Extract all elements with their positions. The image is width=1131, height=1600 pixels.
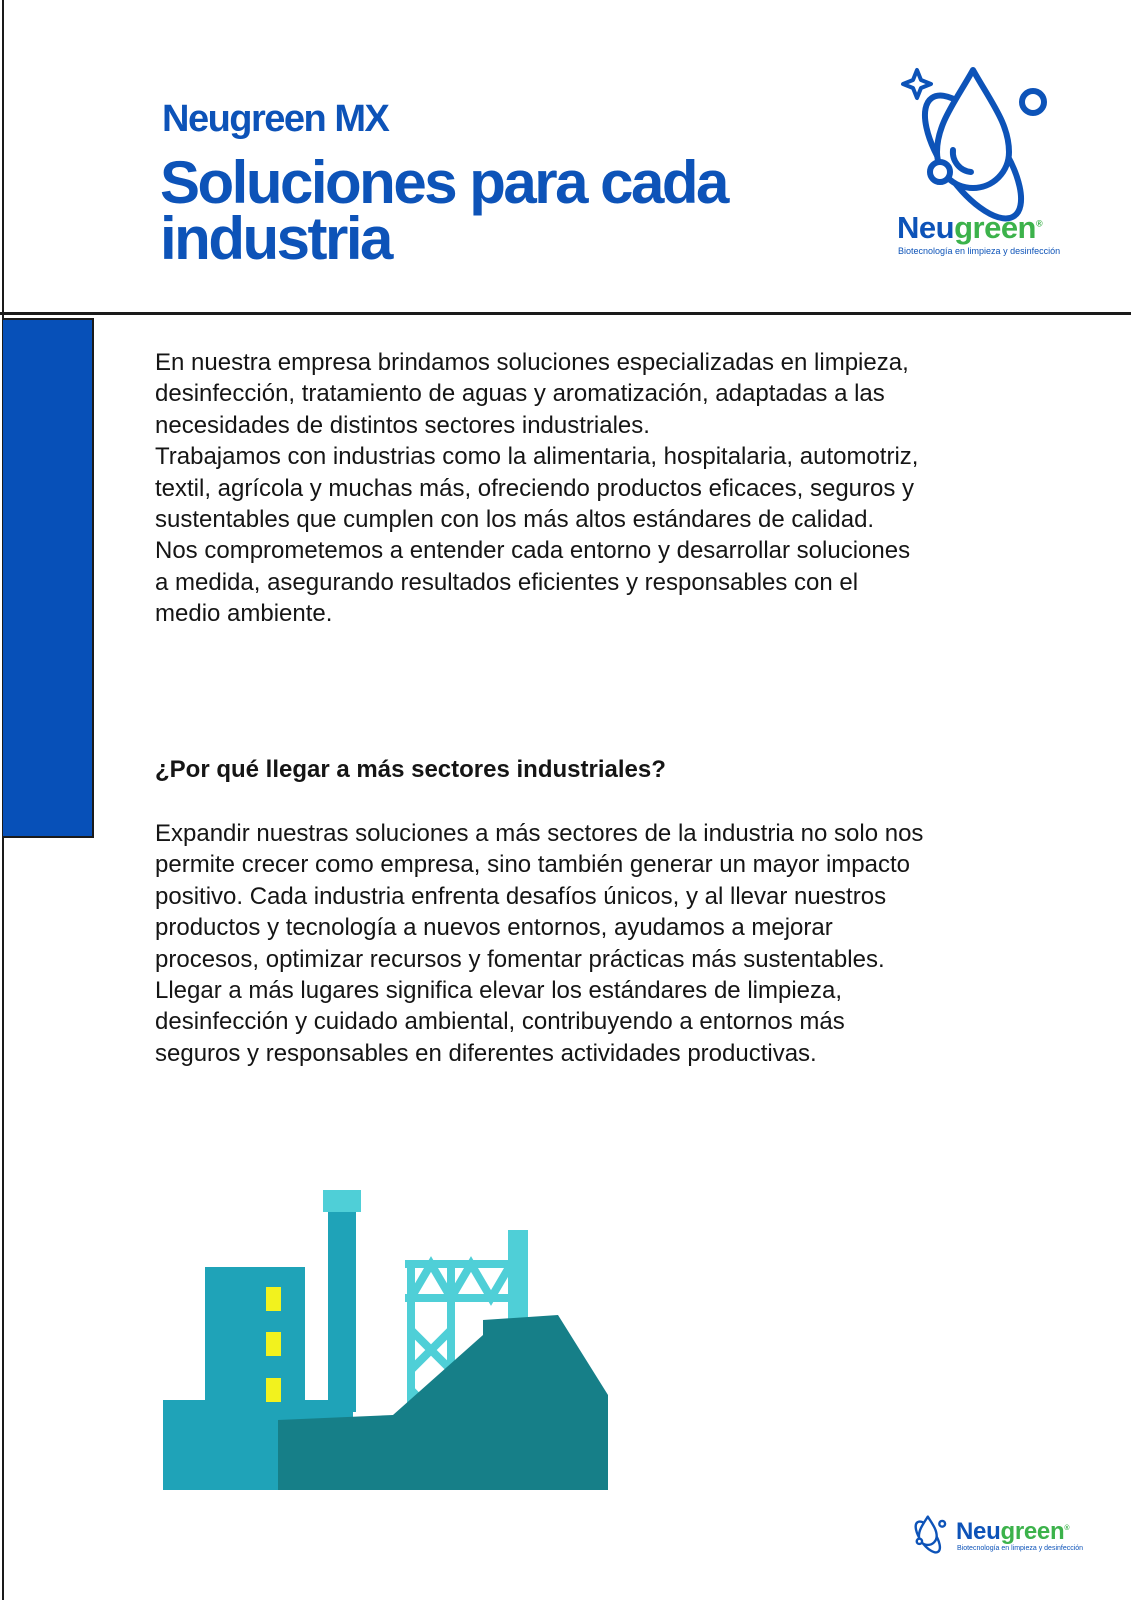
logo-word-part1: Neu [897, 210, 955, 245]
page-title: Soluciones para cada industria [160, 149, 727, 272]
footer-registered-mark: ® [1064, 1525, 1070, 1532]
intro-section [155, 347, 925, 630]
footer-wordmark [956, 1518, 1069, 1546]
factory-illustration [163, 1190, 618, 1490]
footer-logo-icon [905, 1513, 953, 1561]
expand-section [155, 818, 925, 1069]
footer-word-part1: Neu [956, 1518, 1001, 1545]
logo-wordmark [897, 210, 1042, 246]
expand-paragraph: Llegar a más lugares significa elevar los estándares de limpieza, desinfección y cuidado ambiental, contribuyendo a entornos más seguros y responsables en diferentes actividades productivas. [155, 977, 845, 1067]
intro-paragraph: Trabajamos con industrias como la alimentaria, hospitalaria, automotriz, textil, agrícola y muchas más, ofreciendo productos eficaces, seguros y sustentables que cumplen con los más altos estándares de calidad. [155, 443, 919, 534]
footer-tagline: Biotecnología en limpieza y desinfección [957, 1545, 1084, 1552]
logo-tagline: Biotecnología en limpieza y desinfección [898, 246, 1061, 256]
expand-paragraph: Expandir nuestras soluciones a más sectores de la industria no solo nos permite crecer como empresa, sino también generar un mayor impacto positivo. Cada industria enfrenta desafíos únicos, y al llevar nuestros productos y tecnología a nuevos entornos, ayudamos a mejorar procesos, optimizar recursos y fomentar prácticas más sustentables. [155, 820, 924, 973]
page-kicker: Neugreen MX [162, 98, 389, 140]
section-heading: ¿Por qué llegar a más sectores industriales? [155, 756, 666, 783]
intro-paragraph: En nuestra empresa brindamos soluciones especializadas en limpieza, desinfección, tratamiento de aguas y aromatización, adaptadas a las necesidades de distintos sectores industriales. [155, 349, 909, 439]
accent-bar [3, 318, 94, 838]
footer-word-part2: green [1000, 1518, 1065, 1545]
intro-paragraph: Nos comprometemos a entender cada entorno y desarrollar soluciones a medida, asegurando resultados eficientes y responsables con el medio ambiente. [155, 537, 911, 628]
registered-mark: ® [1036, 218, 1043, 229]
logo-word-part2: green [954, 210, 1036, 245]
header-divider [0, 312, 1131, 315]
